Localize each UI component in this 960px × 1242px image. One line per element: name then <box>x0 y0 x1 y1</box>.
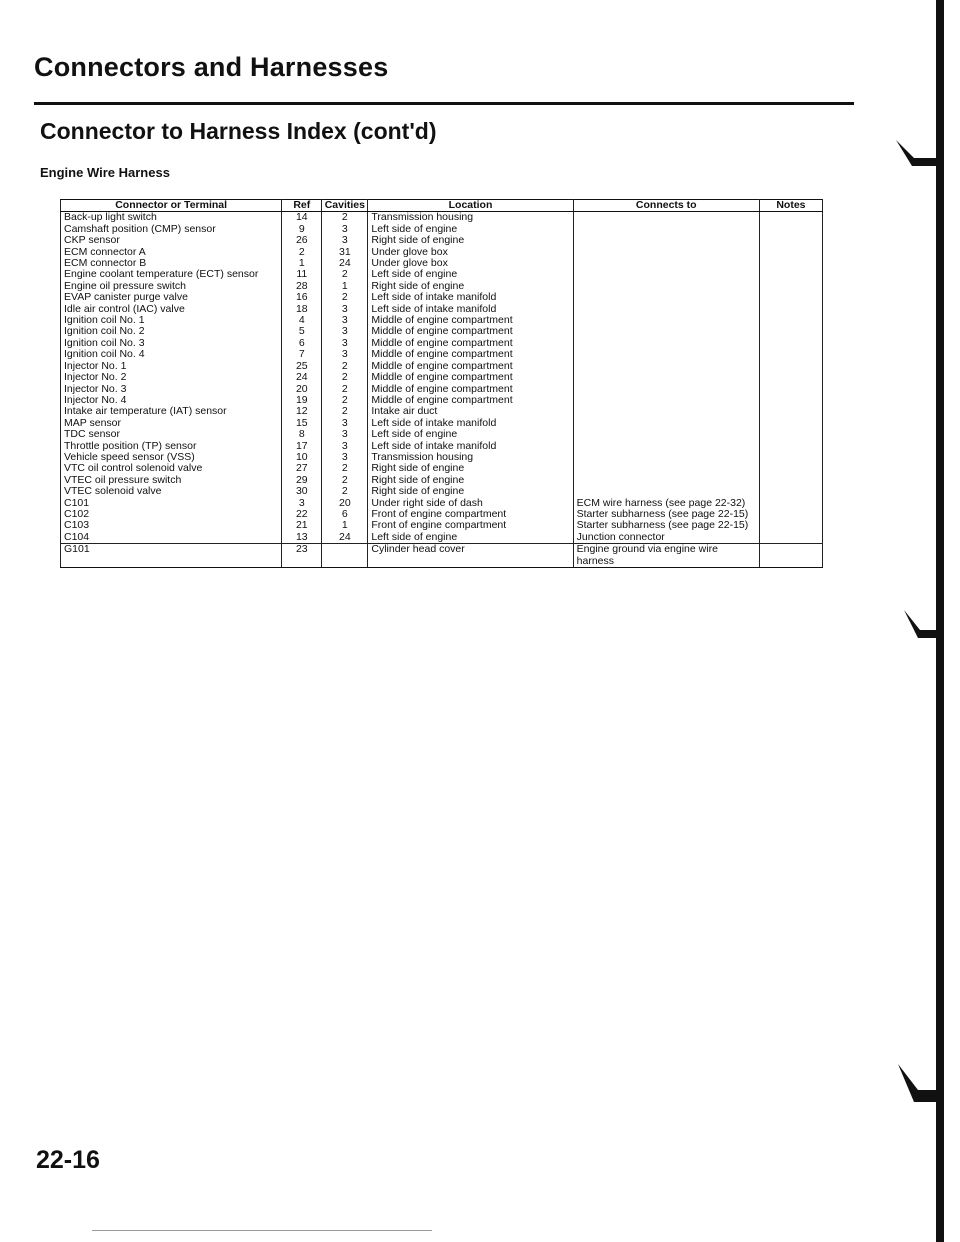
ref-cell: 10 <box>282 452 322 463</box>
section-tab-marker <box>902 608 942 648</box>
cavities-cell: 2 <box>322 395 368 406</box>
notes-cell <box>759 463 822 474</box>
cavities-cell: 2 <box>322 292 368 303</box>
ref-cell: 11 <box>282 269 322 280</box>
connector-cell: Intake air temperature (IAT) sensor <box>61 406 282 417</box>
connector-cell: Back-up light switch <box>61 212 282 224</box>
ref-cell: 26 <box>282 235 322 246</box>
notes-cell <box>759 292 822 303</box>
subsection-title: Engine Wire Harness <box>40 165 170 180</box>
table-row <box>61 372 823 383</box>
location-cell: Middle of engine compartment <box>368 361 573 372</box>
notes-cell <box>759 429 822 440</box>
notes-cell <box>759 486 822 497</box>
footer-rule <box>92 1230 432 1231</box>
cavities-cell: 3 <box>322 235 368 246</box>
cavities-cell: 2 <box>322 361 368 372</box>
section-tab-marker <box>892 138 942 178</box>
location-cell: Right side of engine <box>368 235 573 246</box>
notes-cell <box>759 544 822 568</box>
cavities-cell: 20 <box>322 498 368 509</box>
section-tab-marker <box>896 1062 942 1122</box>
notes-cell <box>759 224 822 235</box>
connects-to-cell <box>573 384 759 395</box>
cavities-cell: 1 <box>322 281 368 292</box>
connects-to-cell <box>573 269 759 280</box>
connector-cell: Engine oil pressure switch <box>61 281 282 292</box>
cavities-cell: 2 <box>322 384 368 395</box>
connector-cell: Ignition coil No. 1 <box>61 315 282 326</box>
connector-cell: MAP sensor <box>61 418 282 429</box>
connector-cell: CKP sensor <box>61 235 282 246</box>
notes-cell <box>759 338 822 349</box>
cavities-cell: 2 <box>322 463 368 474</box>
connector-cell: TDC sensor <box>61 429 282 440</box>
connects-to-cell <box>573 247 759 258</box>
location-cell: Left side of intake manifold <box>368 418 573 429</box>
connects-to-cell <box>573 338 759 349</box>
location-cell: Right side of engine <box>368 463 573 474</box>
page-number: 22-16 <box>36 1146 100 1174</box>
ref-cell: 23 <box>282 544 322 568</box>
ref-cell: 18 <box>282 304 322 315</box>
location-cell: Middle of engine compartment <box>368 395 573 406</box>
connects-to-cell <box>573 452 759 463</box>
location-cell: Left side of engine <box>368 429 573 440</box>
ref-cell: 28 <box>282 281 322 292</box>
cavities-cell: 2 <box>322 372 368 383</box>
ref-cell: 4 <box>282 315 322 326</box>
location-cell: Front of engine compartment <box>368 509 573 520</box>
notes-cell <box>759 281 822 292</box>
location-cell: Right side of engine <box>368 486 573 497</box>
cavities-cell: 3 <box>322 338 368 349</box>
ref-cell: 27 <box>282 463 322 474</box>
ref-cell: 2 <box>282 247 322 258</box>
notes-cell <box>759 315 822 326</box>
cavities-cell: 24 <box>322 532 368 544</box>
location-cell: Transmission housing <box>368 212 573 224</box>
connects-to-cell <box>573 441 759 452</box>
location-cell: Middle of engine compartment <box>368 315 573 326</box>
ref-cell: 6 <box>282 338 322 349</box>
connects-to-cell <box>573 418 759 429</box>
connects-to-cell <box>573 235 759 246</box>
location-cell: Intake air duct <box>368 406 573 417</box>
connector-cell: Injector No. 3 <box>61 384 282 395</box>
location-cell: Left side of engine <box>368 224 573 235</box>
connects-to-cell <box>573 406 759 417</box>
connects-to-cell <box>573 429 759 440</box>
ref-cell: 1 <box>282 258 322 269</box>
connector-cell: Engine coolant temperature (ECT) sensor <box>61 269 282 280</box>
cavities-cell: 3 <box>322 326 368 337</box>
notes-cell <box>759 258 822 269</box>
connector-cell: VTEC solenoid valve <box>61 486 282 497</box>
location-cell: Under glove box <box>368 258 573 269</box>
ref-cell: 25 <box>282 361 322 372</box>
connector-cell: VTC oil control solenoid valve <box>61 463 282 474</box>
connects-to-cell <box>573 349 759 360</box>
cavities-cell: 3 <box>322 315 368 326</box>
cavities-cell: 3 <box>322 304 368 315</box>
cavities-cell: 2 <box>322 406 368 417</box>
table-header-row <box>61 200 823 212</box>
ref-cell: 8 <box>282 429 322 440</box>
cavities-cell: 3 <box>322 418 368 429</box>
notes-cell <box>759 384 822 395</box>
location-cell: Middle of engine compartment <box>368 349 573 360</box>
connector-cell: Camshaft position (CMP) sensor <box>61 224 282 235</box>
ref-cell: 17 <box>282 441 322 452</box>
connector-cell: C104 <box>61 532 282 544</box>
cavities-cell: 2 <box>322 269 368 280</box>
ref-cell: 12 <box>282 406 322 417</box>
connects-to-cell <box>573 304 759 315</box>
ref-cell: 7 <box>282 349 322 360</box>
cavities-cell: 3 <box>322 224 368 235</box>
notes-cell <box>759 418 822 429</box>
location-cell: Left side of engine <box>368 532 573 544</box>
notes-cell <box>759 247 822 258</box>
ref-cell: 21 <box>282 520 322 531</box>
connector-cell: G101 <box>61 544 282 568</box>
table-row <box>61 544 823 568</box>
cavities-cell: 3 <box>322 441 368 452</box>
cavities-cell: 3 <box>322 349 368 360</box>
connects-to-cell: Starter subharness (see page 22-15) <box>573 520 759 531</box>
connects-to-cell: ECM wire harness (see page 22-32) <box>573 498 759 509</box>
notes-cell <box>759 349 822 360</box>
table-row <box>61 429 823 440</box>
connects-to-cell: Starter subharness (see page 22-15) <box>573 509 759 520</box>
connector-cell: ECM connector B <box>61 258 282 269</box>
connects-to-cell <box>573 475 759 486</box>
notes-cell <box>759 372 822 383</box>
cavities-cell: 6 <box>322 509 368 520</box>
table-row <box>61 349 823 360</box>
column-header: Connector or Terminal <box>61 200 282 212</box>
cavities-cell: 2 <box>322 486 368 497</box>
notes-cell <box>759 452 822 463</box>
connects-to-cell <box>573 292 759 303</box>
ref-cell: 20 <box>282 384 322 395</box>
notes-cell <box>759 406 822 417</box>
column-header: Ref <box>282 200 322 212</box>
ref-cell: 9 <box>282 224 322 235</box>
connector-cell: VTEC oil pressure switch <box>61 475 282 486</box>
connects-to-cell <box>573 361 759 372</box>
connector-cell: Ignition coil No. 2 <box>61 326 282 337</box>
ref-cell: 16 <box>282 292 322 303</box>
notes-cell <box>759 532 822 544</box>
notes-cell <box>759 269 822 280</box>
connects-to-cell <box>573 463 759 474</box>
ref-cell: 29 <box>282 475 322 486</box>
connects-to-cell <box>573 224 759 235</box>
ref-cell: 19 <box>282 395 322 406</box>
connector-cell: C102 <box>61 509 282 520</box>
location-cell: Middle of engine compartment <box>368 372 573 383</box>
notes-cell <box>759 361 822 372</box>
location-cell: Cylinder head cover <box>368 544 573 568</box>
connector-cell: Idle air control (IAC) valve <box>61 304 282 315</box>
cavities-cell: 31 <box>322 247 368 258</box>
connector-cell: Throttle position (TP) sensor <box>61 441 282 452</box>
location-cell: Front of engine compartment <box>368 520 573 531</box>
connector-cell: Ignition coil No. 4 <box>61 349 282 360</box>
connects-to-cell <box>573 372 759 383</box>
connects-to-cell <box>573 326 759 337</box>
location-cell: Left side of engine <box>368 269 573 280</box>
ref-cell: 14 <box>282 212 322 224</box>
ref-cell: 5 <box>282 326 322 337</box>
ref-cell: 30 <box>282 486 322 497</box>
notes-cell <box>759 520 822 531</box>
connector-cell: EVAP canister purge valve <box>61 292 282 303</box>
location-cell: Under glove box <box>368 247 573 258</box>
cavities-cell: 2 <box>322 475 368 486</box>
notes-cell <box>759 475 822 486</box>
connector-cell: C103 <box>61 520 282 531</box>
connects-to-cell <box>573 281 759 292</box>
location-cell: Under right side of dash <box>368 498 573 509</box>
connects-to-cell <box>573 486 759 497</box>
connector-cell: Injector No. 4 <box>61 395 282 406</box>
column-header: Connects to <box>573 200 759 212</box>
notes-cell <box>759 212 822 224</box>
cavities-cell: 2 <box>322 212 368 224</box>
page-title: Connectors and Harnesses <box>34 52 389 82</box>
location-cell: Left side of intake manifold <box>368 441 573 452</box>
column-header: Notes <box>759 200 822 212</box>
connector-cell: C101 <box>61 498 282 509</box>
notes-cell <box>759 304 822 315</box>
table-row <box>61 406 823 417</box>
ref-cell: 15 <box>282 418 322 429</box>
notes-cell <box>759 235 822 246</box>
section-title: Connector to Harness Index (cont'd) <box>40 118 437 144</box>
table-row <box>61 486 823 497</box>
connects-to-cell: Junction connector <box>573 532 759 544</box>
notes-cell <box>759 441 822 452</box>
notes-cell <box>759 395 822 406</box>
notes-cell <box>759 326 822 337</box>
notes-cell <box>759 509 822 520</box>
connector-cell: Ignition coil No. 3 <box>61 338 282 349</box>
connects-to-cell <box>573 395 759 406</box>
cavities-cell: 24 <box>322 258 368 269</box>
connector-cell: ECM connector A <box>61 247 282 258</box>
connects-to-cell <box>573 258 759 269</box>
table-row <box>61 292 823 303</box>
cavities-cell <box>322 544 368 568</box>
location-cell: Left side of intake manifold <box>368 304 573 315</box>
cavities-cell: 1 <box>322 520 368 531</box>
table-row <box>61 235 823 246</box>
cavities-cell: 3 <box>322 452 368 463</box>
location-cell: Transmission housing <box>368 452 573 463</box>
cavities-cell: 3 <box>322 429 368 440</box>
table-row <box>61 532 823 544</box>
ref-cell: 13 <box>282 532 322 544</box>
connector-cell: Injector No. 2 <box>61 372 282 383</box>
connects-to-cell: Engine ground via engine wire harness <box>573 544 759 568</box>
connector-cell: Vehicle speed sensor (VSS) <box>61 452 282 463</box>
ref-cell: 22 <box>282 509 322 520</box>
column-header: Location <box>368 200 573 212</box>
title-divider <box>34 102 854 105</box>
table-body <box>61 212 823 568</box>
connector-index-table <box>60 199 823 568</box>
connector-cell: Injector No. 1 <box>61 361 282 372</box>
ref-cell: 3 <box>282 498 322 509</box>
location-cell: Middle of engine compartment <box>368 338 573 349</box>
location-cell: Right side of engine <box>368 281 573 292</box>
column-header: Cavities <box>322 200 368 212</box>
location-cell: Right side of engine <box>368 475 573 486</box>
location-cell: Middle of engine compartment <box>368 326 573 337</box>
location-cell: Middle of engine compartment <box>368 384 573 395</box>
connects-to-cell <box>573 315 759 326</box>
notes-cell <box>759 498 822 509</box>
location-cell: Left side of intake manifold <box>368 292 573 303</box>
ref-cell: 24 <box>282 372 322 383</box>
connects-to-cell <box>573 212 759 224</box>
